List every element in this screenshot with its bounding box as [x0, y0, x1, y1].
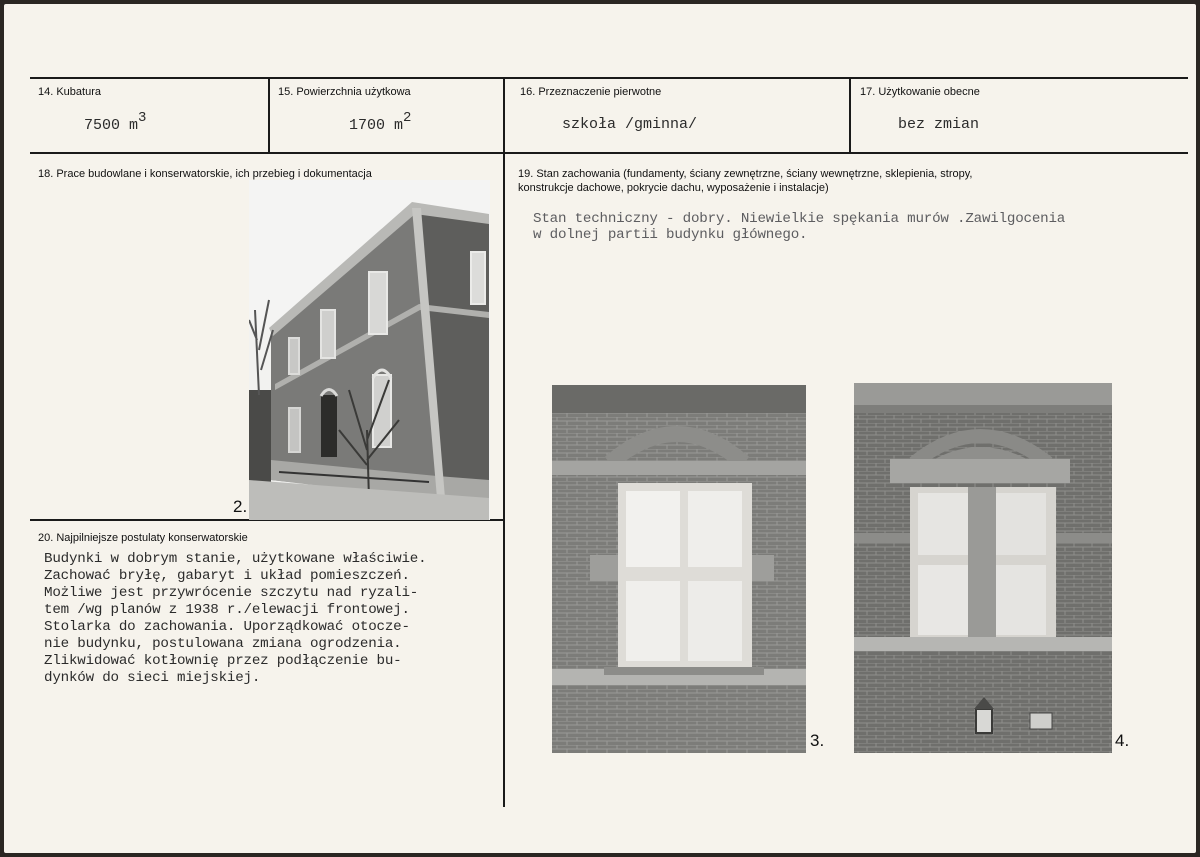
postulaty-line: nie budynku, postulowana zmiana ogrodzenia. — [44, 636, 402, 652]
stan-label-line1: 19. Stan zachowania (fundamenty, ściany zewnętrzne, ściany wewnętrzne, sklepienia, stropy, — [518, 168, 973, 180]
rule-row1 — [30, 152, 1188, 154]
postulaty-line: dynków do sieci miejskiej. — [44, 670, 261, 686]
postulaty-line: Możliwe jest przywrócenie szczytu nad ryzali- — [44, 585, 419, 601]
photo-2-number: 2. — [233, 497, 248, 516]
uzytkowanie-value: bez zmian — [898, 116, 980, 133]
rule-col2 — [503, 77, 505, 807]
postulaty-line: Stolarka do zachowania. Uporządkować otocze- — [44, 619, 410, 635]
photo-4-number: 4. — [1115, 731, 1130, 750]
postulaty-line: Zachować bryłę, gabaryt i układ pomieszczeń. — [44, 568, 410, 584]
powierzchnia-label: 15. Powierzchnia użytkowa — [278, 86, 411, 98]
postulaty-line: tem /wg planów z 1938 r./elewacji frontowej. — [44, 602, 410, 618]
photo-3-number: 3. — [810, 731, 825, 750]
stan-text-line1: Stan techniczny - dobry. Niewielkie spękania murów .Zawilgocenia — [533, 211, 1066, 227]
kubatura-value: 7500 m3 — [84, 110, 147, 134]
postulaty-line: Budynki w dobrym stanie, użytkowane właściwie. — [44, 551, 427, 567]
przeznaczenie-value: szkoła /gminna/ — [562, 116, 698, 133]
rule-top — [30, 77, 1188, 79]
rule-col1 — [268, 77, 270, 154]
stan-text-line2: w dolnej partii budynku głównego. — [533, 227, 808, 243]
uzytkowanie-label: 17. Użytkowanie obecne — [860, 86, 980, 98]
postulaty-label: 20. Najpilniejsze postulaty konserwatorskie — [38, 532, 248, 544]
przeznaczenie-label: 16. Przeznaczenie pierwotne — [520, 86, 662, 98]
stan-label-line2: konstrukcje dachowe, pokrycie dachu, wyposażenie i instalacje) — [518, 182, 829, 194]
kubatura-label: 14. Kubatura — [38, 86, 101, 98]
rule-col3 — [849, 77, 851, 154]
photo-window-close-up — [552, 385, 806, 753]
powierzchnia-value: 1700 m2 — [349, 110, 412, 134]
photo-building-corner — [249, 180, 490, 520]
photo-window-lantern — [854, 383, 1112, 753]
prace-label: 18. Prace budowlane i konserwatorskie, ich przebieg i dokumentacja — [38, 168, 372, 180]
postulaty-line: Zlikwidować kotłownię przez podłączenie bu- — [44, 653, 402, 669]
